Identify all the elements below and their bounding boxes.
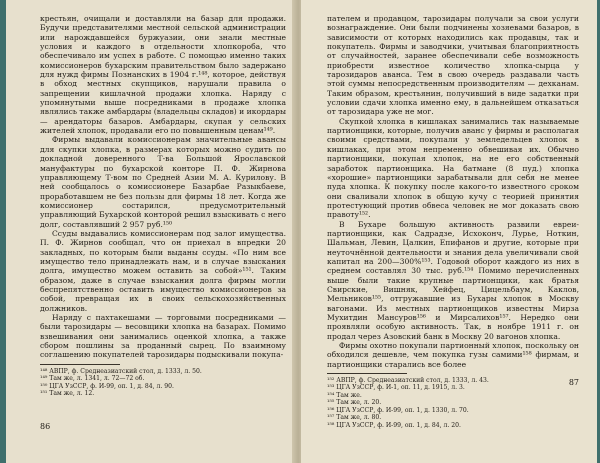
left-page: [6, 0, 298, 463]
left-page-body: [40, 14, 286, 360]
paragraph: крестьян, очищали и доставляли на базар для продажи. Будучи представителями местной сельской администрации или нарождавшейся буржуазии, они знали местные условия и каждого в отдельности хлопкороба, что обеспечивало им успех в работе. С помощью именно таких комиссионеров бухарским правительством было задержано для нужд фирмы Познанских в 1904 г.¹⁴⁸, которое, действуя в обход местных скупщиков, нарушали правила о запрещении кишлачной продажи хлопка. Наряду с упомянутыми выше посредниками в продаже хлопка являлись также амбардары (владельцы складов) и икордары — арендаторы базаров. Амбардары, скупая у сельских жителей хлопок, продавали его по повышенным ценам¹⁴⁹.: [40, 14, 286, 136]
footnote: ¹⁵⁶ ЦГА УзССР, ф. И-99, оп. 1, д. 1330, л. 70.: [327, 406, 469, 414]
right-page: [301, 0, 597, 463]
paragraph: Наряду с пахтакешами — торговыми посредниками — были тарозидары — весовщики хлопка на базарах. Помимо взвешивания они занимались оценкой хлопка, а также сбором пошлины за проданный сырец. По взаимному соглашению покупателей тарозидары подыскивали покупа-: [40, 313, 286, 360]
footnote: ¹⁵⁸ ЦГА УзССР, ф. И-99, оп. 1, д. 84, л. 20.: [327, 421, 461, 429]
right-footnotes: [327, 377, 579, 429]
footnote: ¹⁵⁰ ЦГА УзССР, ф. И-99, оп. 1, д. 84, л. 90.: [40, 382, 174, 390]
paragraph: Фирмы охотно покупали партионный хлопок, поскольку он обходился дешевле, чем покупка гузы самими¹⁵⁸ фирмам, и партионщики старались все более: [327, 341, 579, 369]
footnote-rule: [327, 373, 407, 374]
paragraph: В Бухаре большую активность развили евреи-партионщики, как Садрадзе, Исхоконч, Лурье, Ноткин, Шальман, Левин, Цалкин, Епифанов и другие, которые при неуточнённой деятельности и знания дела увеличивали свой капитал на 200—300%¹⁵³. Годовой оборот каждого из них в среднем составлял 30 тыс. руб.¹⁵⁴ Помимо перечисленных выше были такие крупные партионщики, как братья Свирские, Вишняк, Хейфец, Цицельбаум, Каклов, Мельников¹⁵⁵, отгружавшие из Бухары хлопок в Москву вагонами. Из местных партионщиков известны Мирза Мухитдин Мансуров¹⁵⁶ и Мирсалихов¹⁵⁷. Нередко они проявляли особую активность. Так, в ноябре 1911 г. он продал через Азовский банк в Москву 20 вагонов хлопка.: [327, 219, 579, 341]
page-number-left: 86: [40, 422, 51, 431]
footnote: ¹⁵⁷ Там же, л. 80.: [327, 414, 382, 422]
paragraph: Фирмы выдавали комиссионерам значительные авансы для скупки хлопка, в размерах которых можно судить по докладной доверенного Т-ва Большой Ярославской мануфактуры по бухарской конторе П. Ф. Жирнова управляющему Т-вом по Средней Азии М. А. Курилову. В ней сообщалось о комиссионере Базарбае Разыкбаеве, проработавшем не без пользы для фирмы 18 лет. Когда же комиссионер состарился, предусмотрительный управляющий Бухарской конторой решил взыскивать с него долг, составлявший 2 957 руб.¹⁵⁰: [40, 135, 286, 229]
paragraph: Скупкой хлопка в кишлаках занимались так называемые партионщики, которые, получив аванс у фирмы и располагая своими средствами, покупали у земледельцев хлопок в кишлаках, при этом непременно обвешивая их. Обычно партионщики, покупая хлопок, на не его собственный заработок партионщика. На батмане (8 пуд.) хлопка «хорошие» партионщики зарабатывали для себя не менее пуда хлопка. К покупку после какого-то известного сроком они сваливали хлопок в общую кучу с теорией принятия протестующий против обвеса человек не мог доказать свою правоту¹⁵².: [327, 116, 579, 220]
footnote: ¹⁵² АВПР, ф. Среднеазиатский стол, д. 1333, л. 43.: [327, 377, 489, 385]
footnote-rule: [40, 364, 120, 365]
footnote: ¹⁵⁵ Там же, л. 20.: [327, 399, 382, 407]
left-footnotes: [40, 368, 286, 398]
footnote: ¹⁵¹ Там же, л. 12.: [40, 389, 95, 397]
right-page-body: [327, 14, 579, 369]
footnote: ¹⁵⁴ Там же.: [327, 391, 362, 399]
paragraph: Ссуды выдавались комиссионерам под залог имущества. П. Ф. Жирнов сообщал, что он приехал в впредки 20 закладных, по которым были выданы ссуды. «По ним все имущество тело принадлежать нам, и в случае взыскания долга, имущество можем оставить за собой»¹⁵¹. Таким образом, даже в случае взыскания долга фирмы могли беспрепятственно оставить имущество комиссионеров за собой, превращая их в своих сельскохозяйственных должников.: [40, 228, 286, 313]
paragraph: пателем и продавцом, тарозидары получали за свои услуги вознаграждение. Они были подчинены хозяевами базаров, в зависимости от которых находились как продавцы, так и покупатель. Фирмы и заводчики, учитывая благоприятность от случайностей, заранее обеспечивали себе возможность приобрести известное количество хлопка-сырца у тарозидаров аванса. Тем в свою очередь раздавали часть этой суммы непосредственным производителям — дехканам. Таким образом, крестьянин, получивший в виде задатки при условии сдачи хлопка именно ему, в дальнейшем отказаться от тарозидара уже не мог.: [327, 14, 579, 117]
page-number-right: 87: [568, 378, 579, 387]
footnote: ¹⁴⁸ АВПР, ф. Среднеазиатский стол, д. 1333, л. 50.: [40, 367, 202, 375]
footnote: ¹⁴⁹ Там же, л. 1341, л. 72—72 об.: [40, 375, 145, 383]
footnote: ¹⁵³ ЦГА УзССР, ф. И-1, оп. 11, д. 1915, л. 3.: [327, 384, 465, 392]
